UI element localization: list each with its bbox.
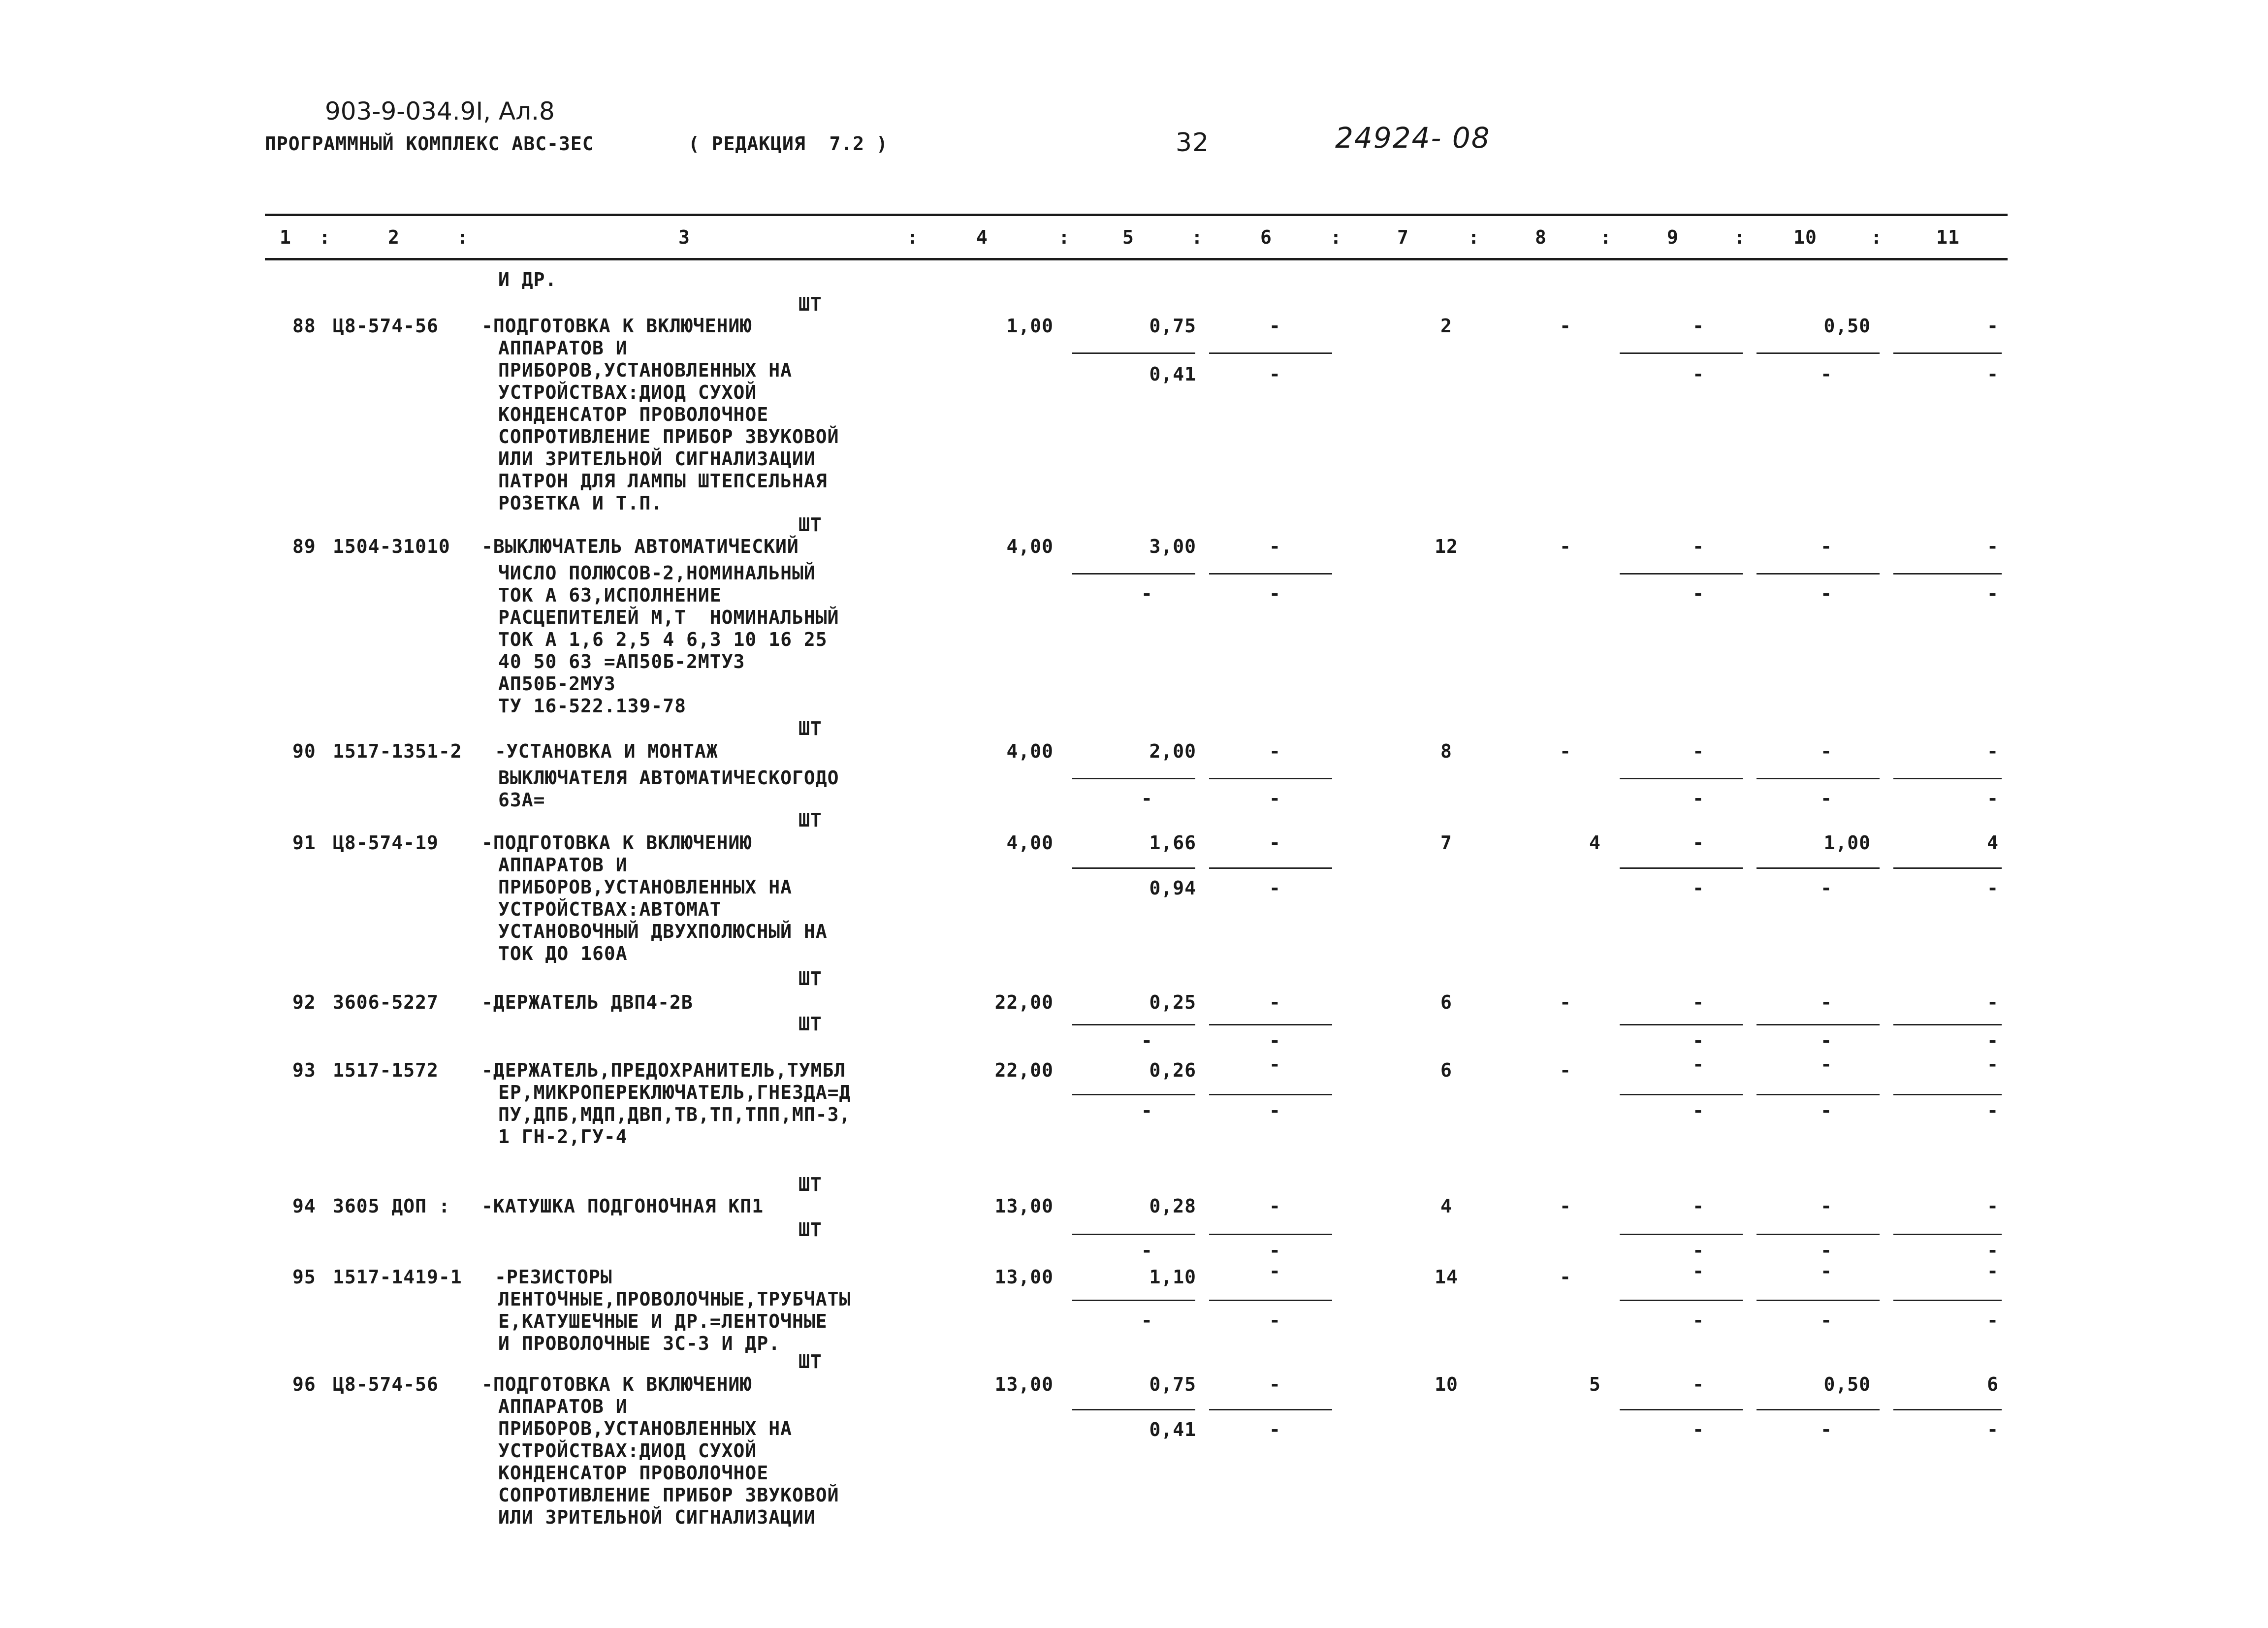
row-desc-line: -ДЕРЖАТЕЛЬ ДВП4-2В (481, 991, 693, 1013)
fraction-rule (1072, 778, 1195, 779)
cell-c8: - (1560, 315, 1571, 337)
cell-c9-top: - (1693, 991, 1704, 1013)
col-header-11: 11 (1936, 226, 1960, 248)
cell-c7: 10 (1435, 1373, 1458, 1395)
cell-c7: 6 (1440, 991, 1452, 1013)
fraction-rule (1072, 1234, 1195, 1235)
fraction-rule (1209, 352, 1332, 354)
cell-c7: 6 (1440, 1059, 1452, 1081)
cell-c9-top: - (1693, 1373, 1704, 1395)
row-code: 3606-5227 (333, 991, 439, 1013)
row-code: 1517-1419-1 (333, 1266, 462, 1288)
fraction-rule (1893, 778, 2002, 779)
col-header-9: 9 (1667, 226, 1679, 248)
fraction-rule (1209, 1024, 1332, 1025)
row-number: 88 (292, 315, 316, 337)
cell-c6-top: - (1269, 832, 1281, 854)
handwritten-code: 24924- 08 (1335, 121, 1491, 155)
row-desc-line: УСТРОЙСТВАХ:ДИОД СУХОЙ (498, 382, 757, 403)
fraction-rule (1209, 1094, 1332, 1095)
fraction-rule (1893, 1234, 2002, 1235)
row-desc-line: 1 ГН-2,ГУ-4 (498, 1126, 628, 1148)
cell-c6-top: - (1269, 536, 1281, 557)
cell-c5-top: 0,75 (1149, 1373, 1196, 1395)
cell-c9-bottom: - (1693, 1419, 1704, 1440)
row-desc-line: СОПРОТИВЛЕНИЕ ПРИБОР ЗВУКОВОЙ (498, 426, 839, 447)
fraction-rule (1757, 1234, 1880, 1235)
cell-c10-bottom: - (1821, 788, 1832, 809)
cell-c11-bottom: - (1987, 1240, 1999, 1261)
cell-c11-top: - (1987, 740, 1999, 762)
cell-c9-top: - (1693, 315, 1704, 337)
cell-c8: 4 (1589, 832, 1601, 854)
fraction-rule (1757, 867, 1880, 869)
col-sep-6: : (1330, 226, 1342, 248)
cell-c10-top: - (1821, 991, 1832, 1013)
row-desc-line: -ПОДГОТОВКА К ВКЛЮЧЕНИЮ (481, 315, 752, 337)
unit-label: ШТ (799, 1013, 822, 1035)
cell-c11-top: - (1987, 1195, 1999, 1217)
unit-label: ШТ (799, 968, 822, 990)
fraction-rule (1072, 1024, 1195, 1025)
cell-qty: 13,00 (994, 1373, 1054, 1395)
row-desc-line: ПАТРОН ДЛЯ ЛАМПЫ ШТЕПСЕЛЬНАЯ (498, 470, 828, 492)
row-desc-line: ИЛИ ЗРИТЕЛЬНОЙ СИГНАЛИЗАЦИИ (498, 1506, 816, 1528)
cell-c6-top: - (1269, 740, 1281, 762)
cell-c9-top: - (1693, 832, 1704, 854)
cell-c7: 4 (1440, 1195, 1452, 1217)
row-number: 89 (292, 536, 316, 557)
document-code: 903-9-034.9I, Ал.8 (325, 97, 555, 126)
row-desc-line: АППАРАТОВ И (498, 337, 628, 359)
cell-c10-bottom: - (1821, 1419, 1832, 1440)
col-header-2: 2 (388, 226, 400, 248)
cell-c6-bottom: - (1269, 363, 1281, 385)
cell-c5-bottom: 0,41 (1149, 363, 1196, 385)
page-number: 32 (1176, 128, 1210, 158)
cell-c11-bottom: - (1987, 363, 1999, 385)
cell-c5-bottom: - (1141, 1030, 1153, 1052)
row-desc-line: КОНДЕНСАТОР ПРОВОЛОЧНОЕ (498, 1462, 769, 1484)
program-title: ПРОГРАММНЫЙ КОМПЛЕКС АВС-ЗЕС (265, 133, 594, 155)
row-code: 1504-31010 (333, 536, 450, 557)
cell-c9-bottom: - (1693, 788, 1704, 809)
fraction-rule (1893, 1024, 2002, 1025)
cell-c6-top: - (1269, 1053, 1281, 1075)
cell-c10-top: 0,50 (1823, 315, 1871, 337)
cell-c11-top: - (1987, 991, 1999, 1013)
cell-c7: 2 (1440, 315, 1452, 337)
fraction-rule (1893, 352, 2002, 354)
row-number: 91 (292, 832, 316, 854)
cell-qty: 4,00 (1006, 536, 1054, 557)
fraction-rule (1620, 1024, 1743, 1025)
cell-c6-top: - (1269, 315, 1281, 337)
cell-c7: 8 (1440, 740, 1452, 762)
unit-label: ШТ (799, 809, 822, 831)
cell-c11-top: - (1987, 1260, 1999, 1282)
col-header-8: 8 (1535, 226, 1547, 248)
cell-c6-top: - (1269, 991, 1281, 1013)
row-desc-line: 63А= (498, 789, 545, 811)
cell-c10-bottom: - (1821, 1309, 1832, 1331)
cell-c10-bottom: - (1821, 1100, 1832, 1121)
cell-c7: 14 (1435, 1266, 1458, 1288)
row-desc-line: -ДЕРЖАТЕЛЬ,ПРЕДОХРАНИТЕЛЬ,ТУМБЛ (481, 1059, 846, 1081)
col-sep-1: : (319, 226, 331, 248)
fraction-rule (1620, 352, 1743, 354)
cell-c9-bottom: - (1693, 363, 1704, 385)
fraction-rule (1757, 1409, 1880, 1410)
cell-c5-bottom: - (1141, 1240, 1153, 1261)
row-desc-line: ИЛИ ЗРИТЕЛЬНОЙ СИГНАЛИЗАЦИИ (498, 448, 816, 470)
col-header-10: 10 (1793, 226, 1817, 248)
cell-c5-top: 1,10 (1149, 1266, 1196, 1288)
cell-c7: 7 (1440, 832, 1452, 854)
row-desc-line: 40 50 63 =АП50Б-2МТУЗ (498, 651, 745, 672)
row-code: 1517-1351-2 (333, 740, 462, 762)
fraction-rule (1072, 573, 1195, 575)
row-desc-line: АППАРАТОВ И (498, 854, 628, 876)
fraction-rule (1757, 1300, 1880, 1301)
row-desc-line: ЕР,МИКРОПЕРЕКЛЮЧАТЕЛЬ,ГНЕЗДА=Д (498, 1082, 851, 1103)
cell-c6-bottom: - (1269, 583, 1281, 605)
cell-qty: 1,00 (1006, 315, 1054, 337)
cell-c11-top: - (1987, 315, 1999, 337)
cell-c11-bottom: - (1987, 583, 1999, 605)
row-desc-line: -РЕЗИСТОРЫ (495, 1266, 612, 1288)
cell-c5-top: 1,66 (1149, 832, 1196, 854)
cell-c10-bottom: - (1821, 583, 1832, 605)
fraction-rule (1893, 1094, 2002, 1095)
cell-c10-top: - (1821, 1260, 1832, 1282)
col-header-5: 5 (1122, 226, 1134, 248)
fraction-rule (1620, 1300, 1743, 1301)
cell-c9-top: - (1693, 1053, 1704, 1075)
row-desc-line: ТОК ДО 160А (498, 943, 628, 964)
cell-c8: - (1560, 1266, 1571, 1288)
row-desc-line: УСТРОЙСТВАХ:ДИОД СУХОЙ (498, 1440, 757, 1462)
cell-c6-bottom: - (1269, 788, 1281, 809)
fraction-rule (1757, 352, 1880, 354)
fraction-rule (1072, 1094, 1195, 1095)
cell-qty: 4,00 (1006, 832, 1054, 854)
col-header-7: 7 (1397, 226, 1409, 248)
fraction-rule (1072, 352, 1195, 354)
cell-c11-bottom: - (1987, 788, 1999, 809)
cell-c11-top: 6 (1987, 1373, 1999, 1395)
cell-c5-bottom: 0,41 (1149, 1419, 1196, 1440)
row-desc-line: ТУ 16-522.139-78 (498, 695, 687, 717)
fraction-rule (1620, 867, 1743, 869)
row-desc-line: ЧИСЛО ПОЛЮСОВ-2,НОМИНАЛЬНЫЙ (498, 562, 816, 584)
cell-c6-bottom: - (1269, 1419, 1281, 1440)
fraction-rule (1209, 573, 1332, 575)
edition-label: ( РЕДАКЦИЯ 7.2 ) (688, 133, 888, 155)
row-desc-line: ПРИБОРОВ,УСТАНОВЛЕННЫХ НА (498, 876, 792, 898)
cell-c6-top: - (1269, 1260, 1281, 1282)
cell-c10-top: 0,50 (1823, 1373, 1871, 1395)
row-desc-line: И ПРОВОЛОЧНЫЕ ЗС-3 И ДР. (498, 1333, 781, 1354)
cell-qty: 4,00 (1006, 740, 1054, 762)
col-sep-9: : (1734, 226, 1746, 248)
cell-c5-top: 0,25 (1149, 991, 1196, 1013)
cell-c10-bottom: - (1821, 1240, 1832, 1261)
row-code: Ц8-574-56 (333, 315, 439, 337)
row-desc-line: АППАРАТОВ И (498, 1396, 628, 1417)
cell-c9-bottom: - (1693, 1309, 1704, 1331)
fraction-rule (1620, 778, 1743, 779)
col-header-1: 1 (280, 226, 291, 248)
row-desc-line: ПУ,ДПБ,МДП,ДВП,ТВ,ТП,ТПП,МП-3, (498, 1104, 851, 1125)
row-desc-line: -ПОДГОТОВКА К ВКЛЮЧЕНИЮ (481, 1373, 752, 1395)
cell-c11-bottom: - (1987, 1419, 1999, 1440)
cell-c11-top: - (1987, 536, 1999, 557)
cell-c10-top: - (1821, 536, 1832, 557)
cell-c10-top: - (1821, 1195, 1832, 1217)
unit-label: ШТ (799, 718, 822, 739)
cell-c11-top: 4 (1987, 832, 1999, 854)
row-desc-line: АП50Б-2МУЗ (498, 673, 616, 695)
cell-c9-bottom: - (1693, 877, 1704, 899)
cell-qty: 13,00 (994, 1195, 1054, 1217)
row-desc-line: СОПРОТИВЛЕНИЕ ПРИБОР ЗВУКОВОЙ (498, 1484, 839, 1506)
row-desc-line: УСТРОЙСТВАХ:АВТОМАТ (498, 898, 722, 920)
row-code: Ц8-574-19 (333, 832, 439, 854)
cell-c8: - (1560, 536, 1571, 557)
cell-c6-top: - (1269, 1373, 1281, 1395)
cell-c11-bottom: - (1987, 1100, 1999, 1121)
fraction-rule (1209, 1234, 1332, 1235)
row-desc-line: ПРИБОРОВ,УСТАНОВЛЕННЫХ НА (498, 359, 792, 381)
cell-c8: - (1560, 1059, 1571, 1081)
cell-c5-top: 0,28 (1149, 1195, 1196, 1217)
fraction-rule (1209, 1300, 1332, 1301)
fraction-rule (1893, 867, 2002, 869)
cell-qty: 13,00 (994, 1266, 1054, 1288)
cell-c11-top: - (1987, 1053, 1999, 1075)
fraction-rule (1072, 1300, 1195, 1301)
cell-qty: 22,00 (994, 1059, 1054, 1081)
row-desc-line: КОНДЕНСАТОР ПРОВОЛОЧНОЕ (498, 404, 769, 425)
row-number: 93 (292, 1059, 316, 1081)
cell-c8: - (1560, 991, 1571, 1013)
cell-c8: - (1560, 1195, 1571, 1217)
cell-c9-top: - (1693, 536, 1704, 557)
cell-c10-bottom: - (1821, 1030, 1832, 1052)
cell-c9-top: - (1693, 1260, 1704, 1282)
cell-c8: 5 (1589, 1373, 1601, 1395)
fraction-rule (1893, 1300, 2002, 1301)
cell-c6-bottom: - (1269, 877, 1281, 899)
cell-c10-bottom: - (1821, 363, 1832, 385)
row-desc-line: РОЗЕТКА И Т.П. (498, 492, 663, 514)
unit-label: ШТ (799, 514, 822, 536)
cell-c5-top: 0,75 (1149, 315, 1196, 337)
row-desc-line: ЛЕНТОЧНЫЕ,ПРОВОЛОЧНЫЕ,ТРУБЧАТЫ (498, 1288, 851, 1310)
fraction-rule (1620, 1094, 1743, 1095)
col-header-4: 4 (976, 226, 988, 248)
row-code: Ц8-574-56 (333, 1373, 439, 1395)
row-number: 96 (292, 1373, 316, 1395)
col-sep-8: : (1600, 226, 1612, 248)
row-desc-line: УСТАНОВОЧНЫЙ ДВУХПОЛЮСНЫЙ НА (498, 921, 828, 942)
cell-c9-bottom: - (1693, 1100, 1704, 1121)
col-header-3: 3 (678, 226, 690, 248)
row-desc-line: -УСТАНОВКА И МОНТАЖ (495, 740, 718, 762)
unit-label: ШТ (799, 1174, 822, 1195)
fraction-rule (1209, 1409, 1332, 1410)
col-header-6: 6 (1260, 226, 1272, 248)
fraction-rule (1757, 778, 1880, 779)
row-desc-line: РАСЦЕПИТЕЛЕЙ М,Т НОМИНАЛЬНЫЙ (498, 607, 839, 628)
row-desc-line: ПРИБОРОВ,УСТАНОВЛЕННЫХ НА (498, 1418, 792, 1439)
unit-label: ШТ (799, 293, 822, 315)
cell-c5-top: 0,26 (1149, 1059, 1196, 1081)
col-sep-2: : (457, 226, 469, 248)
col-sep-7: : (1468, 226, 1480, 248)
col-sep-3: : (907, 226, 919, 248)
col-sep-5: : (1191, 226, 1203, 248)
row-desc-line: ВЫКЛЮЧАТЕЛЯ АВТОМАТИЧЕСКОГОДО (498, 767, 839, 789)
cell-c6-bottom: - (1269, 1240, 1281, 1261)
row-desc-line: Е,КАТУШЕЧНЫЕ И ДР.=ЛЕНТОЧНЫЕ (498, 1310, 828, 1332)
row-number: 94 (292, 1195, 316, 1217)
fraction-rule (1757, 573, 1880, 575)
row-code: 3605 ДОП : (333, 1195, 450, 1217)
cell-c5-bottom: 0,94 (1149, 877, 1196, 899)
cell-c9-bottom: - (1693, 1030, 1704, 1052)
cell-c11-bottom: - (1987, 1030, 1999, 1052)
cell-c9-top: - (1693, 1195, 1704, 1217)
cell-c9-bottom: - (1693, 583, 1704, 605)
fraction-rule (1757, 1024, 1880, 1025)
fraction-rule (1757, 1094, 1880, 1095)
cell-c6-top: - (1269, 1195, 1281, 1217)
fraction-rule (1072, 1409, 1195, 1410)
cell-c5-top: 2,00 (1149, 740, 1196, 762)
cell-c5-top: 3,00 (1149, 536, 1196, 557)
cell-c11-bottom: - (1987, 1309, 1999, 1331)
cell-c6-bottom: - (1269, 1030, 1281, 1052)
row-number: 90 (292, 740, 316, 762)
row-desc-line: -ВЫКЛЮЧАТЕЛЬ АВТОМАТИЧЕСКИЙ (481, 536, 799, 557)
fraction-rule (1209, 778, 1332, 779)
row-desc-line: ТОК А 1,6 2,5 4 6,3 10 16 25 (498, 629, 828, 650)
cell-c11-bottom: - (1987, 877, 1999, 899)
row-number: 92 (292, 991, 316, 1013)
cell-c10-top: - (1821, 740, 1832, 762)
fraction-rule (1209, 867, 1332, 869)
cell-c10-top: - (1821, 1053, 1832, 1075)
fraction-rule (1893, 573, 2002, 575)
cell-c5-bottom: - (1141, 1309, 1153, 1331)
unit-label: ШТ (799, 1351, 822, 1373)
cell-c9-top: - (1693, 740, 1704, 762)
row-number: 95 (292, 1266, 316, 1288)
header-bottom-rule (265, 258, 2008, 260)
fraction-rule (1620, 573, 1743, 575)
cell-c6-bottom: - (1269, 1100, 1281, 1121)
row-desc-line: -ПОДГОТОВКА К ВКЛЮЧЕНИЮ (481, 832, 752, 854)
cell-c5-bottom: - (1141, 1100, 1153, 1121)
fraction-rule (1072, 867, 1195, 869)
cell-c5-bottom: - (1141, 788, 1153, 809)
cell-qty: 22,00 (994, 991, 1054, 1013)
unit-label: ШТ (799, 1219, 822, 1241)
continuation-text: И ДР. (498, 269, 557, 290)
cell-c9-bottom: - (1693, 1240, 1704, 1261)
fraction-rule (1620, 1409, 1743, 1410)
cell-c5-bottom: - (1141, 583, 1153, 605)
row-desc-line: ТОК А 63,ИСПОЛНЕНИЕ (498, 584, 722, 606)
cell-c7: 12 (1435, 536, 1458, 557)
col-sep-4: : (1058, 226, 1070, 248)
cell-c10-bottom: - (1821, 877, 1832, 899)
cell-c8: - (1560, 740, 1571, 762)
col-sep-10: : (1871, 226, 1883, 248)
cell-c6-bottom: - (1269, 1309, 1281, 1331)
cell-c10-top: 1,00 (1823, 832, 1871, 854)
fraction-rule (1620, 1234, 1743, 1235)
header-top-rule (265, 214, 2008, 216)
row-code: 1517-1572 (333, 1059, 439, 1081)
row-desc-line: -КАТУШКА ПОДГОНОЧНАЯ КП1 (481, 1195, 764, 1217)
fraction-rule (1893, 1409, 2002, 1410)
